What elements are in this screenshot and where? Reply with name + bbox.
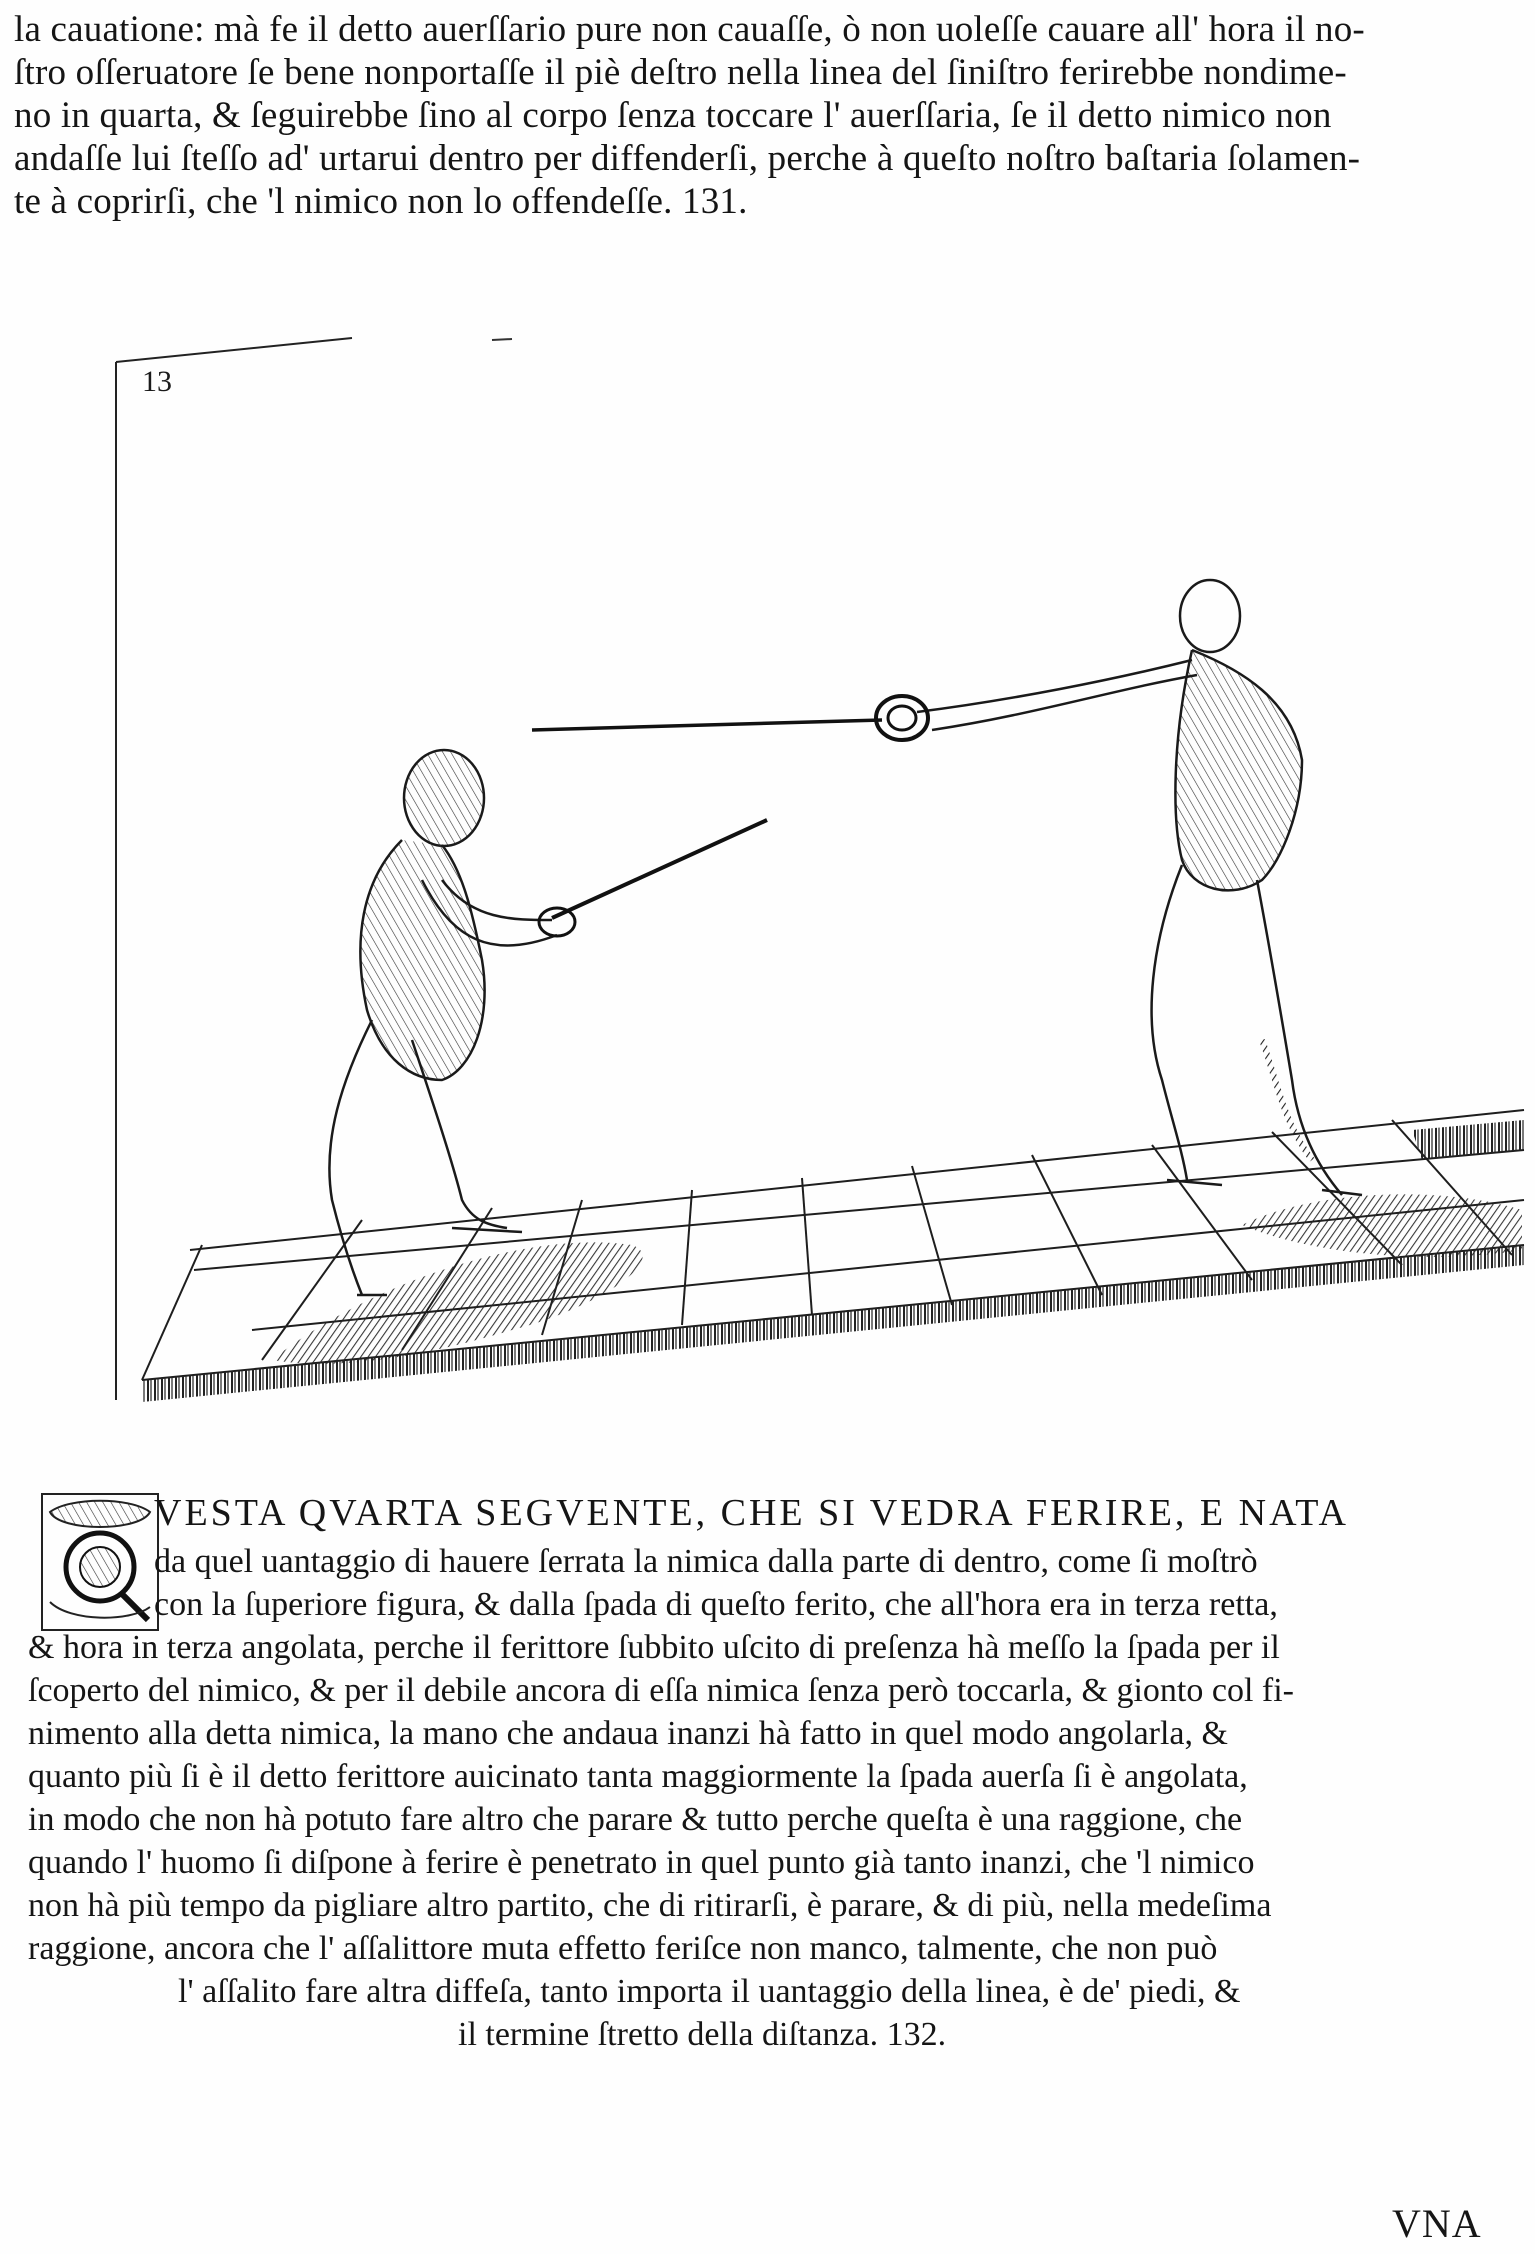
- caption-line: ſcoperto del nimico, & per il debile ancora di eſſa nimica ſenza però toccarla, & gionto col fi-: [28, 1672, 1295, 1709]
- text-line: andaſſe lui ſteſſo ad' urtarui dentro per diffenderſi, perche à queſto noſtro baſtaria ſolamen-: [14, 138, 1361, 179]
- right-sword: [532, 720, 882, 730]
- caption-line: & hora in terza angolata, perche il ferittore ſubbito uſcito di preſenza hà meſſo la ſpada per il: [28, 1629, 1280, 1666]
- plate-number: 13: [142, 365, 172, 398]
- caption-line: nimento alla detta nimica, la mano che andaua inanzi hà fatto in quel modo angolarla, &: [28, 1715, 1228, 1752]
- text-line: la cauatione: mà fe il detto auerſſario pure non cauaſſe, ò non uoleſſe cauare all' hora il no-: [14, 9, 1365, 50]
- caption-line: il termine ſtretto della diſtanza. 132.: [458, 2016, 947, 2053]
- shadow-right: [1242, 1194, 1522, 1257]
- text-line: ſtro oſſeruatore ſe bene nonportaſſe il piè deſtro nella linea del ſiniſtro ferirebbe nondime-: [14, 52, 1347, 93]
- right-sword-guard: [876, 696, 928, 740]
- caption-line: raggione, ancora che l' aſſalittore muta effetto feriſce non manco, talmente, che non può: [28, 1930, 1218, 1967]
- text-line: te à coprirſi, che 'l nimico non lo offendeſſe. 131.: [14, 181, 748, 222]
- top-paragraph: [14, 8, 1484, 223]
- caption-line: in modo che non hà potuto fare altro che parare & tutto perche queſta è una raggione, che: [28, 1801, 1243, 1838]
- caption-heading: VESTA QVARTA SEGVENTE, CHE SI VEDRA FERIRE, E NATA: [154, 1492, 1349, 1534]
- engraving-plate: [112, 320, 1527, 1445]
- catchword: VNA: [1392, 2201, 1482, 2246]
- right-fencer-figure: [917, 580, 1362, 1195]
- text-line: no in quarta, & ſeguirebbe ſino al corpo ſenza toccare l' auerſſaria, ſe il detto nimico non: [14, 95, 1332, 136]
- caption-line: non hà più tempo da pigliare altro partito, che di ritirarſi, è parare, & di più, nella medeſima: [28, 1887, 1272, 1924]
- fencing-illustration: [112, 320, 1527, 1445]
- caption-line: quanto più ſi è il detto ferittore auicinato tanta maggiormente la ſpada auerſa ſi è angolata,: [28, 1758, 1248, 1795]
- caption-line: quando l' huomo ſi diſpone à ferire è penetrato in quel punto già tanto inanzi, che 'l nimico: [28, 1844, 1255, 1881]
- caption-line: con la ſuperiore figura, & dalla ſpada di queſto ferito, che all'hora era in terza retta,: [154, 1586, 1278, 1623]
- left-sword: [552, 820, 767, 918]
- left-sword-guard: [539, 908, 575, 936]
- plate-frame-top: [116, 338, 352, 362]
- left-fencer-figure: [329, 750, 557, 1295]
- caption-line: da quel uantaggio di hauere ſerrata la nimica dalla parte di dentro, come ſi moſtrò: [154, 1543, 1258, 1580]
- decorated-initial-q-icon: [40, 1492, 160, 1632]
- caption-line: l' aſſalito fare altra diffeſa, tanto importa il uantaggio della linea, è de' piedi, &: [178, 1973, 1241, 2010]
